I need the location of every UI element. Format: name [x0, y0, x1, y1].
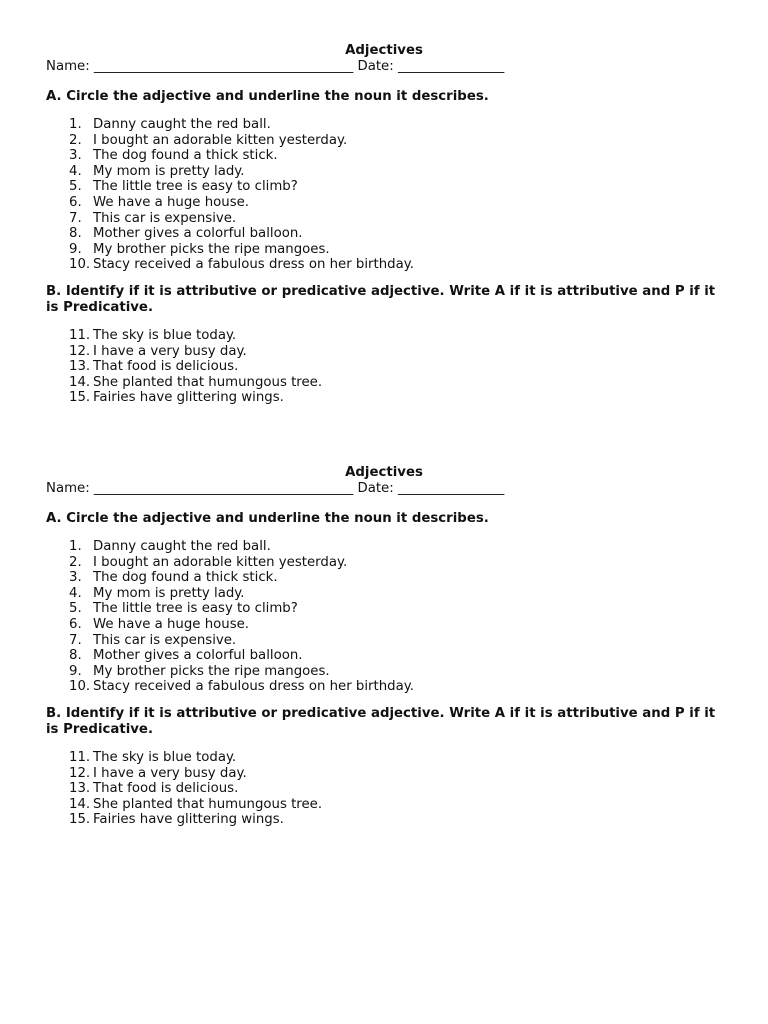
item-number: 12.: [69, 343, 91, 359]
item-text: Mother gives a colorful balloon.: [93, 648, 303, 664]
item-number: 8.: [69, 226, 82, 242]
list-item: [0, 375, 768, 391]
item-number: 14.: [69, 374, 91, 390]
item-text: That food is delicious.: [93, 781, 239, 797]
list-item: [0, 633, 768, 649]
item-text: This car is expensive.: [93, 632, 237, 648]
item-number: 4.: [69, 163, 82, 179]
list-item: [0, 766, 768, 782]
item-number: 10.: [69, 257, 91, 273]
item-text: She planted that humungous tree.: [93, 374, 323, 390]
list-item: [0, 133, 768, 149]
item-text: I bought an adorable kitten yesterday.: [93, 132, 348, 148]
list-item: [0, 797, 768, 813]
item-number: 7.: [69, 210, 82, 226]
item-text: The sky is blue today.: [93, 328, 237, 343]
item-number: 9.: [69, 663, 82, 679]
list-item: [0, 648, 768, 664]
item-number: 10.: [69, 679, 91, 695]
item-number: 6.: [69, 616, 82, 632]
worksheet-title: Adjectives: [345, 43, 423, 58]
item-number: 7.: [69, 632, 82, 648]
list-item: [0, 555, 768, 571]
item-number: 3.: [69, 148, 82, 164]
item-number: 14.: [69, 796, 91, 812]
item-number: 6.: [69, 194, 82, 210]
item-text: The sky is blue today.: [93, 750, 237, 765]
item-text: Stacy received a fabulous dress on her birthday.: [93, 679, 414, 695]
item-number: 1.: [69, 117, 82, 132]
item-text: Danny caught the red ball.: [93, 539, 271, 554]
section-a-heading: A. Circle the adjective and underline the noun it describes.: [46, 89, 489, 104]
item-text: I have a very busy day.: [93, 765, 247, 781]
item-number: 3.: [69, 570, 82, 586]
name-date-line: Name: _______________________________________ Date: ________________: [46, 481, 505, 496]
item-number: 8.: [69, 648, 82, 664]
item-number: 11.: [69, 328, 91, 343]
section-b-list: [0, 750, 768, 828]
item-text: That food is delicious.: [93, 359, 239, 375]
list-item: [0, 195, 768, 211]
item-text: She planted that humungous tree.: [93, 796, 323, 812]
item-number: 11.: [69, 750, 91, 765]
list-item: [0, 242, 768, 258]
item-text: My brother picks the ripe mangoes.: [93, 663, 330, 679]
worksheet-2: [0, 464, 768, 864]
item-text: Mother gives a colorful balloon.: [93, 226, 303, 242]
item-number: 9.: [69, 241, 82, 257]
worksheet-1: [0, 42, 768, 442]
list-item: [0, 211, 768, 227]
section-a-list: [0, 117, 768, 273]
item-number: 5.: [69, 179, 82, 195]
item-number: 2.: [69, 554, 82, 570]
list-item: [0, 539, 768, 555]
item-text: My brother picks the ripe mangoes.: [93, 241, 330, 257]
list-item: [0, 750, 768, 766]
item-text: The little tree is easy to climb?: [93, 179, 298, 195]
item-number: 15.: [69, 812, 91, 828]
list-item: [0, 257, 768, 273]
list-item: [0, 570, 768, 586]
item-number: 15.: [69, 390, 91, 406]
item-text: We have a huge house.: [93, 616, 250, 632]
list-item: [0, 617, 768, 633]
list-item: [0, 164, 768, 180]
item-text: My mom is pretty lady.: [93, 163, 245, 179]
list-item: [0, 359, 768, 375]
item-number: 5.: [69, 601, 82, 617]
item-text: Fairies have glittering wings.: [93, 390, 284, 406]
item-text: The little tree is easy to climb?: [93, 601, 298, 617]
item-number: 13.: [69, 781, 91, 797]
list-item: [0, 344, 768, 360]
item-number: 4.: [69, 585, 82, 601]
item-number: 12.: [69, 765, 91, 781]
list-item: [0, 781, 768, 797]
list-item: [0, 148, 768, 164]
section-b-list: [0, 328, 768, 406]
section-b-heading: B. Identify if it is attributive or predicative adjective. Write A if it is attributive and P if it is Predicative.: [46, 706, 716, 737]
item-number: 2.: [69, 132, 82, 148]
item-text: Stacy received a fabulous dress on her birthday.: [93, 257, 414, 273]
list-item: [0, 117, 768, 133]
list-item: [0, 390, 768, 406]
item-text: We have a huge house.: [93, 194, 250, 210]
item-text: Fairies have glittering wings.: [93, 812, 284, 828]
item-text: I bought an adorable kitten yesterday.: [93, 554, 348, 570]
item-text: This car is expensive.: [93, 210, 237, 226]
item-text: The dog found a thick stick.: [93, 570, 278, 586]
section-a-list: [0, 539, 768, 695]
section-a-heading: A. Circle the adjective and underline the noun it describes.: [46, 511, 489, 526]
list-item: [0, 812, 768, 828]
item-text: I have a very busy day.: [93, 343, 247, 359]
item-number: 13.: [69, 359, 91, 375]
list-item: [0, 664, 768, 680]
name-date-line: Name: _______________________________________ Date: ________________: [46, 59, 505, 74]
section-b-heading: B. Identify if it is attributive or predicative adjective. Write A if it is attributive and P if it is Predicative.: [46, 284, 716, 315]
worksheet-title: Adjectives: [345, 465, 423, 480]
item-text: Danny caught the red ball.: [93, 117, 271, 132]
item-number: 1.: [69, 539, 82, 554]
list-item: [0, 179, 768, 195]
item-text: The dog found a thick stick.: [93, 148, 278, 164]
list-item: [0, 679, 768, 695]
list-item: [0, 226, 768, 242]
list-item: [0, 586, 768, 602]
list-item: [0, 328, 768, 344]
list-item: [0, 601, 768, 617]
item-text: My mom is pretty lady.: [93, 585, 245, 601]
